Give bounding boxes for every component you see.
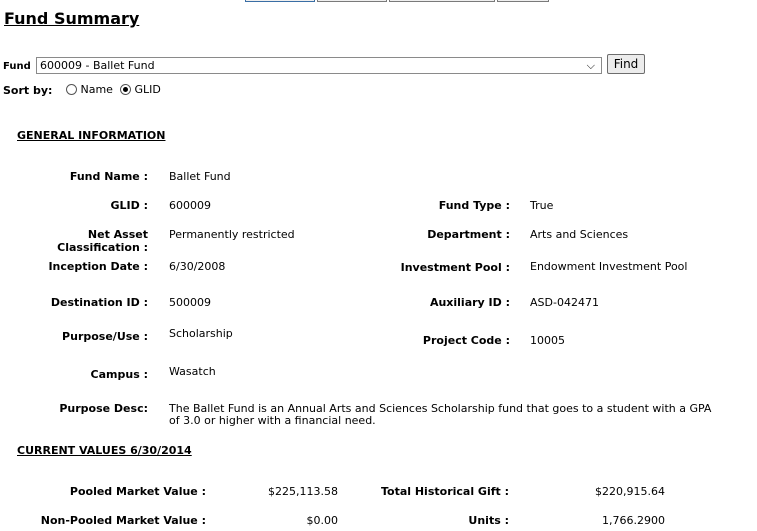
fund-name-label: Fund Name : <box>69 170 148 183</box>
investment-pool-label: Investment Pool : <box>400 261 510 274</box>
pooled-market-value: $225,113.58 <box>268 485 338 498</box>
chevron-down-icon: ⌵ <box>586 59 595 72</box>
pooled-market-value-label: Pooled Market Value : <box>69 485 206 498</box>
total-historical-gift-label: Total Historical Gift : <box>380 485 509 498</box>
sort-option-name[interactable] <box>66 83 113 96</box>
fund-name-value: Ballet Fund <box>169 170 231 183</box>
units-value: 1,766.2900 <box>602 514 665 527</box>
units-label: Units : <box>468 514 509 527</box>
radio-glid[interactable] <box>120 84 131 95</box>
glid-value: 600009 <box>169 199 211 212</box>
non-pooled-market-value-label: Non-Pooled Market Value : <box>40 514 206 527</box>
net-asset-value: Permanently restricted <box>169 228 295 241</box>
destination-id-label: Destination ID : <box>50 296 148 309</box>
project-code-label: Project Code : <box>422 334 510 347</box>
fund-type-label: Fund Type : <box>438 199 510 212</box>
auxiliary-id-label: Auxiliary ID : <box>429 296 510 309</box>
general-information-heading: GENERAL INFORMATION <box>17 129 166 142</box>
fund-select[interactable] <box>36 57 602 74</box>
nav-tab-3[interactable] <box>389 0 495 2</box>
net-asset-label-1: Net Asset <box>87 228 148 241</box>
department-label: Department : <box>427 228 510 241</box>
department-value: Arts and Sciences <box>530 228 629 241</box>
purpose-desc-label: Purpose Desc: <box>59 402 148 415</box>
campus-value: Wasatch <box>169 365 216 378</box>
fund-label: Fund <box>3 61 31 72</box>
inception-date-label: Inception Date : <box>48 260 148 273</box>
current-values-heading: CURRENT VALUES 6/30/2014 <box>17 444 192 457</box>
radio-name[interactable] <box>66 84 77 95</box>
net-asset-label-2: Classification : <box>57 241 148 254</box>
destination-id-value: 500009 <box>169 296 211 309</box>
sort-option-glid[interactable] <box>120 83 161 96</box>
sort-option-name-label: Name <box>80 83 113 96</box>
project-code-value: 10005 <box>530 334 565 347</box>
glid-label: GLID : <box>110 199 148 212</box>
total-historical-gift-value: $220,915.64 <box>595 485 665 498</box>
nav-tab-1[interactable] <box>245 0 315 2</box>
investment-pool-value: Endowment Investment Pool <box>530 260 688 273</box>
campus-label: Campus : <box>90 368 148 381</box>
top-nav-tabs <box>245 0 549 4</box>
nav-tab-4[interactable] <box>497 0 549 2</box>
find-button[interactable]: Find <box>607 54 645 74</box>
fund-type-value: True <box>530 199 554 212</box>
purpose-desc-line-2: of 3.0 or higher with a financial need. <box>169 414 376 427</box>
inception-date-value: 6/30/2008 <box>169 260 226 273</box>
fund-select-value: 600009 - Ballet Fund <box>40 59 155 72</box>
non-pooled-market-value: $0.00 <box>306 514 338 527</box>
sort-option-glid-label: GLID <box>134 83 161 96</box>
auxiliary-id-value: ASD-042471 <box>530 296 599 309</box>
page-title: Fund Summary <box>4 9 140 28</box>
purpose-use-label: Purpose/Use : <box>62 330 148 343</box>
nav-tab-2[interactable] <box>317 0 387 2</box>
purpose-use-value: Scholarship <box>169 327 233 340</box>
sort-label: Sort by: <box>3 84 53 97</box>
purpose-desc-line-1: The Ballet Fund is an Annual Arts and Sciences Scholarship fund that goes to a student with a GPA <box>169 402 712 415</box>
